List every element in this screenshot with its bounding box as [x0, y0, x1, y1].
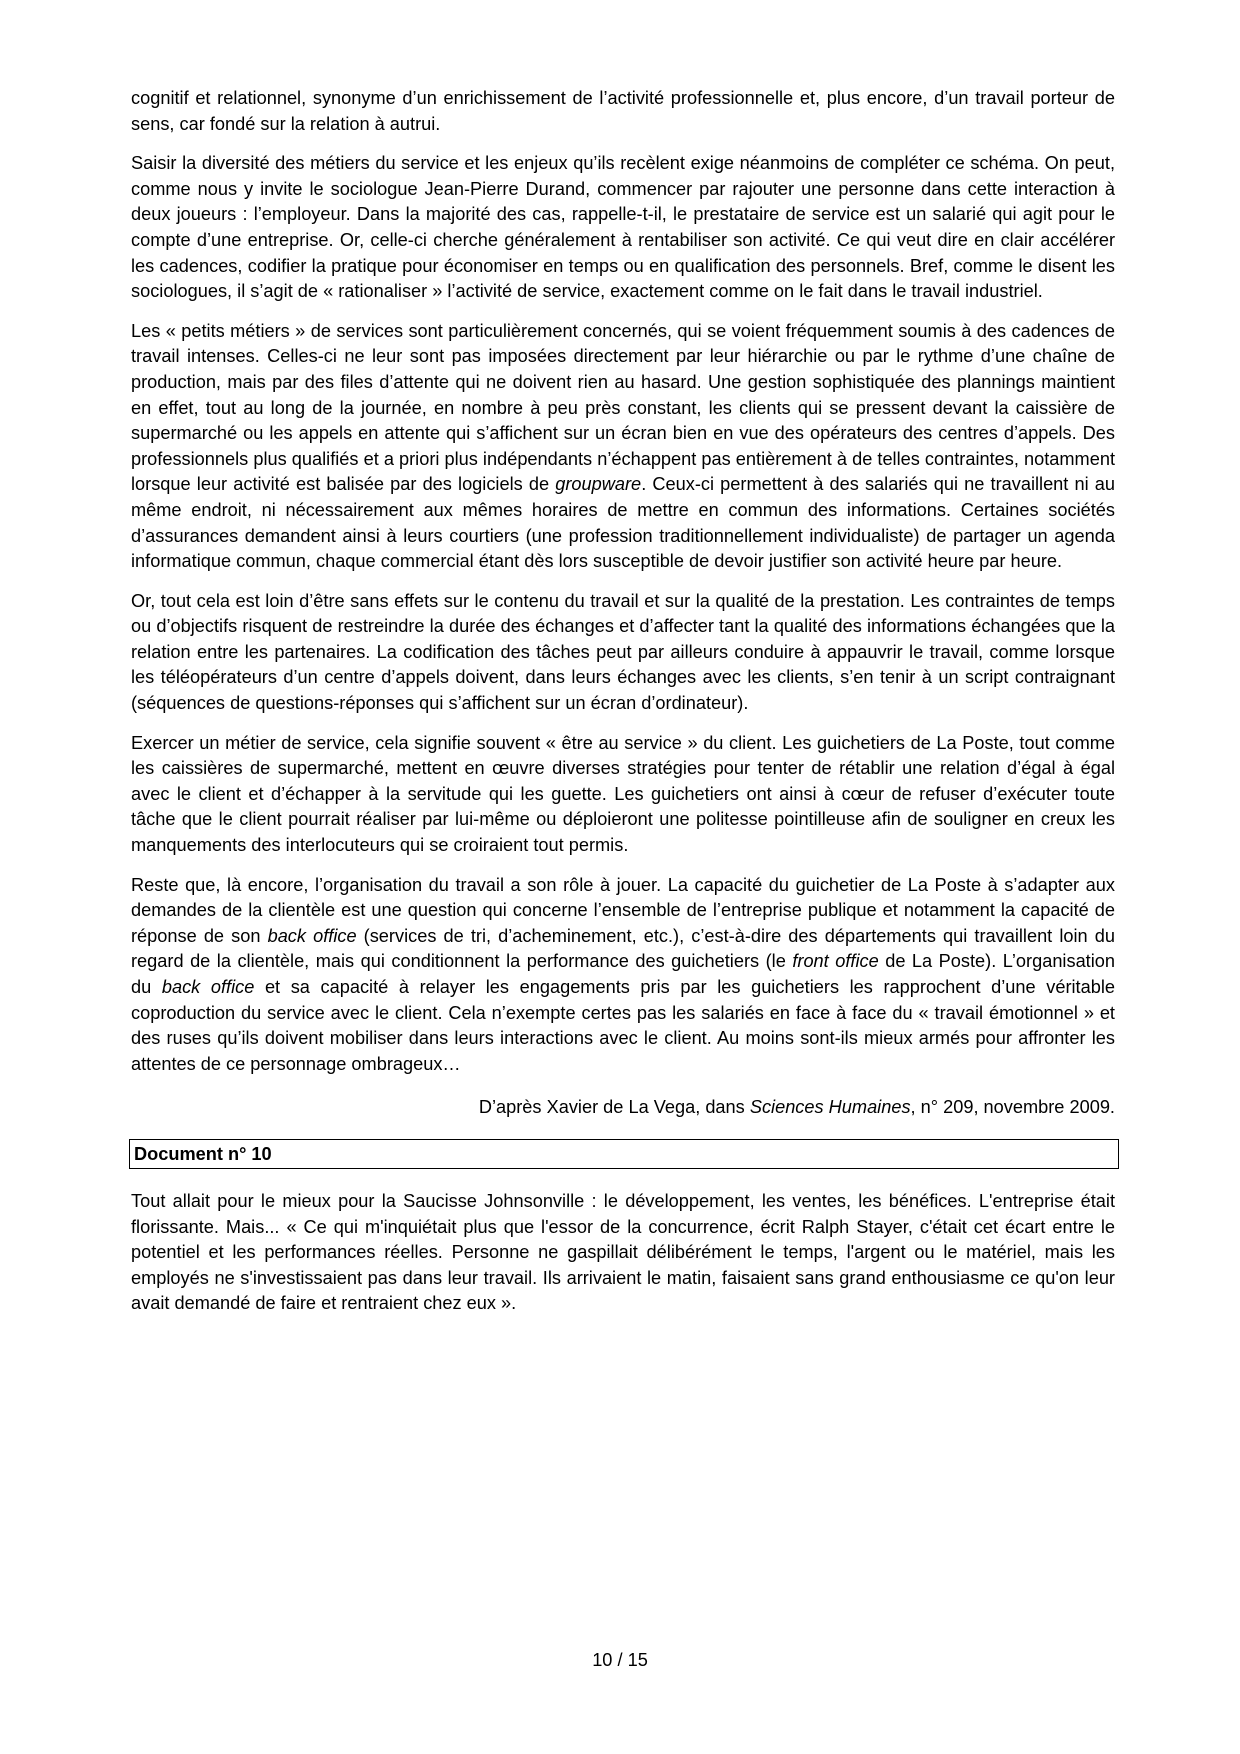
paragraph-6-text-b: (services de tri, d’acheminement, etc.), c’est-à-dire des départements qui travaillent loin du regard de la clientèle, mais qui conditionnent la performance des guichetiers (le — [131, 925, 1115, 972]
paragraph-5-text: Exercer un métier de service, cela signifie souvent « être au service » du client. Les guichetiers de La Poste, tout comme les caissières de supermarché, mettent en œuvre diverses stratégies pour tenter de rétablir une relation d’égal à égal avec le client et d’échapper à la servitude qui les guette. Les guichetiers ont ainsi à cœur de refuser d’exécuter toute tâche que le client pourrait réaliser par lui-même ou déploieront une politesse pointilleuse afin de souligner en creux les manquements des interlocuteurs qui se croiraient tout permis. — [131, 732, 1115, 856]
page-content — [131, 86, 1115, 1331]
paragraph-1-text: cognitif et relationnel, synonyme d’un enrichissement de l’activité professionnelle et, plus encore, d’un travail porteur de sens, car fondé sur la relation à autrui. — [131, 88, 1115, 134]
paragraph-1 — [131, 86, 1115, 137]
document-10-header — [129, 1139, 1119, 1169]
back-office-term-1: back office — [267, 925, 357, 946]
paragraph-5 — [131, 731, 1115, 859]
document-10-paragraph — [131, 1189, 1115, 1317]
paragraph-6-text-c: de La Poste). L’organisation du — [131, 951, 1116, 997]
paragraph-3-text-a: Les « petits métiers » de services sont particulièrement concernés, qui se voient fréquemment soumis à des cadences de travail intenses. Celles-ci ne leur sont pas imposées directement par leur hiérarchie ou par le rythme d’une chaîne de production, mais par des files d’attente qui ne doivent rien au hasard. Une gestion sophistiquée des plannings maintient en effet, tout au long de la journée, en nombre à peu près constant, les clients qui se pressent devant la caissière de supermarché ou les appels en attente qui s’affichent sur un écran bien en vue des opérateurs des centres d’appels. Des professionnels plus qualifiés et a priori plus indépendants n’échappent pas entièrement à de telles contraintes, notamment lorsque leur activité est balisée par des logiciels de — [131, 320, 1115, 495]
page-number: 10 / 15 — [592, 1650, 648, 1670]
document-10-text: Tout allait pour le mieux pour la Saucisse Johnsonville : le développement, les ventes, les bénéfices. L'entreprise était florissante. Mais... « Ce qui m'inquiétait plus que l'essor de la concurrence, écrit Ralph Stayer, c'était cet écart entre le potentiel et les performances réelles. Personne ne gaspillait délibérément le temps, l'argent ou le matériel, mais les employés ne s'investissaient pas dans leur travail. Ils arrivaient le matin, faisaient sans grand enthousiasme ce qu'on leur avait demandé de faire et rentraient chez eux ». — [131, 1190, 1115, 1314]
source-publication: Sciences Humaines — [749, 1097, 911, 1118]
paragraph-6 — [131, 873, 1115, 1078]
source-suffix: , n° 209, novembre 2009. — [910, 1097, 1115, 1118]
document-10-label: Document n° 10 — [134, 1143, 272, 1164]
front-office-term: front office — [792, 951, 879, 972]
back-office-term-2: back office — [161, 977, 255, 997]
paragraph-2-text: Saisir la diversité des métiers du service et les enjeux qu’ils recèlent exige néanmoins de compléter ce schéma. On peut, comme nous y invite le sociologue Jean-Pierre Durand, commencer par rajouter une personne dans cette interaction à deux joueurs : l’employeur. Dans la majorité des cas, rappelle-t-il, le prestataire de service est un salarié qui agit pour le compte d’une entreprise. Or, celle-ci cherche généralement à rentabiliser son activité. Ce qui veut dire en clair accélérer les cadences, codifier la pratique pour économiser en temps ou en qualification des personnels. Bref, comme le disent les sociologues, il s’agit de « rationaliser » l’activité de service, exactement comme on le fait dans le travail industriel. — [131, 153, 1115, 302]
paragraph-6-text-a: Reste que, là encore, l’organisation du travail a son rôle à jouer. La capacité du guichetier de La Poste à s’adapter aux demandes de la clientèle est une question qui concerne l’ensemble de l’entreprise publique et notamment la capacité de réponse de son — [131, 874, 1115, 946]
paragraph-3-text-b: . Ceux-ci permettent à des salariés qui ne travaillent ni au même endroit, ni nécessairement aux mêmes horaires de mettre en commun des informations. Certaines sociétés d’assurances demandent ainsi à leurs courtiers (une profession traditionnellement individualiste) de partager un agenda informatique commun, chaque commercial étant dès lors susceptible de devoir justifier son activité heure par heure. — [131, 474, 1116, 572]
paragraph-6-text-d: et sa capacité à relayer les engagements pris par les guichetiers les rapprochent d’une véritable coproduction du service avec le client. Cela n’exempte certes pas les salariés en face à face du « travail émotionnel » et des ruses qu’ils doivent mobiliser dans leurs interactions avec le client. Au moins sont-ils mieux armés pour affronter les attentes de ce personnage ombrageux… — [131, 977, 1115, 1074]
source-prefix: D’après Xavier de La Vega, dans — [478, 1097, 750, 1118]
groupware-term: groupware — [555, 474, 642, 495]
paragraph-3 — [131, 319, 1115, 575]
source-citation — [131, 1095, 1115, 1121]
paragraph-4 — [131, 589, 1115, 717]
paragraph-4-text: Or, tout cela est loin d’être sans effets sur le contenu du travail et sur la qualité de la prestation. Les contraintes de temps ou d’objectifs risquent de restreindre la durée des échanges et d’affecter tant la qualité des informations échangées que la relation entre les partenaires. La codification des tâches peut par ailleurs conduire à appauvrir le travail, comme lorsque les téléopérateurs d’un centre d’appels doivent, dans leurs échanges avec les clients, s’en tenir à un script contraignant (séquences de questions-réponses qui s’affichent sur un écran d’ordinateur). — [131, 590, 1115, 714]
paragraph-2 — [131, 151, 1115, 305]
